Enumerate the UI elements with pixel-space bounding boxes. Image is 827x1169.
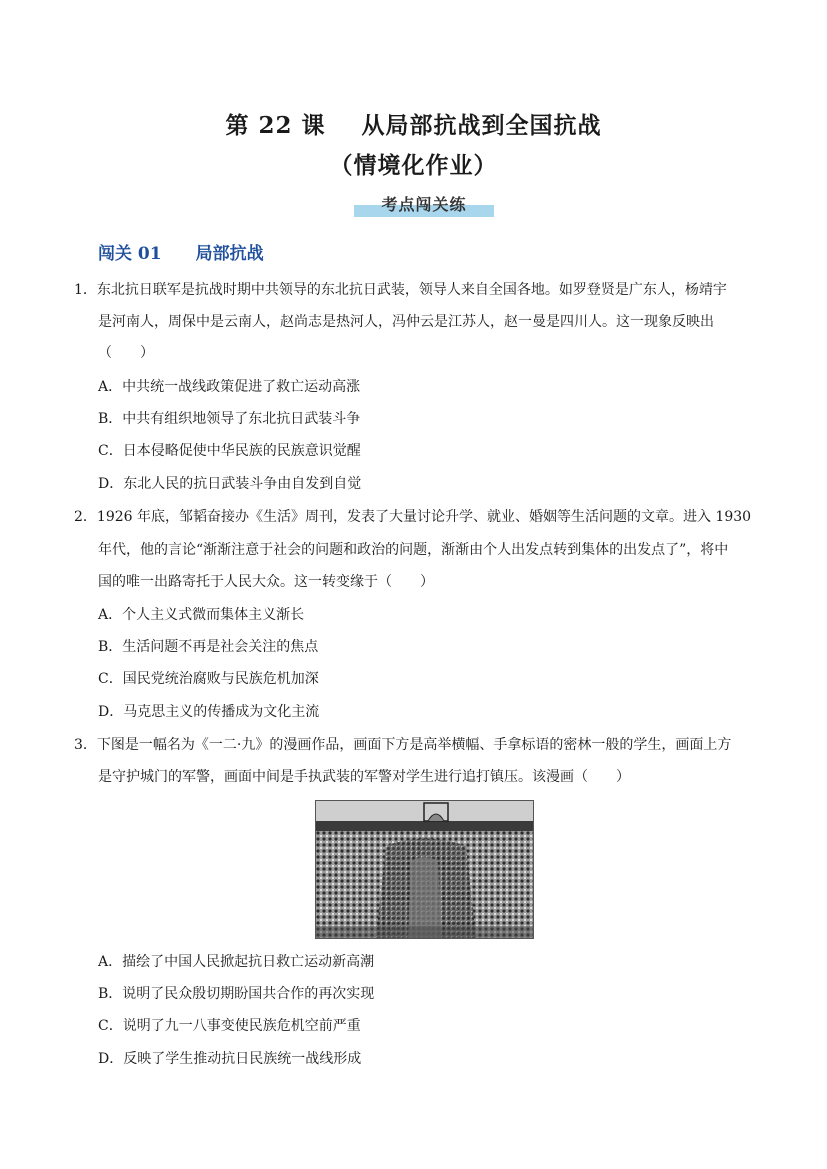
section-badge bbox=[354, 193, 494, 221]
question-2-line-1: 2．1926 年底，邹韬奋接办《生活》周刊，发表了大量讨论升学、就业、婚姻等生活问题的文章。进入 1930 bbox=[74, 509, 752, 525]
question-3-option-d[interactable]: D．反映了学生推动抗日民族统一战线形成 bbox=[98, 1051, 362, 1067]
question-3-option-a[interactable]: A．描绘了中国人民掀起抗日救亡运动新高潮 bbox=[98, 954, 375, 970]
badge-label: 考点闯关练 bbox=[381, 195, 467, 214]
question-2-option-b[interactable]: B．生活问题不再是社会关注的焦点 bbox=[98, 639, 319, 655]
question-3-option-b[interactable]: B．说明了民众殷切期盼国共合作的再次实现 bbox=[98, 986, 375, 1002]
lesson-subtitle: （情境化作业） bbox=[329, 152, 498, 179]
lesson-number: 第 22 课 bbox=[225, 112, 326, 139]
question-2-option-d[interactable]: D．马克思主义的传播成为文化主流 bbox=[98, 704, 320, 720]
question-2-line-2: 年代，他的言论“渐渐注意于社会的问题和政治的问题，渐渐由个人出发点转到集体的出发点了”，将中 bbox=[98, 542, 729, 558]
question-1-line-3: （ ） bbox=[98, 345, 154, 361]
question-1-option-c[interactable]: C．日本侵略促使中华民族的民族意识觉醒 bbox=[98, 443, 361, 459]
question-1-option-b[interactable]: B．中共有组织地领导了东北抗日武装斗争 bbox=[98, 411, 361, 427]
question-3-option-c[interactable]: C．说明了九一八事变使民族危机空前严重 bbox=[98, 1018, 361, 1034]
section-level: 闯关 01 bbox=[98, 244, 162, 264]
question-2-option-c[interactable]: C．国民党统治腐败与民族危机加深 bbox=[98, 671, 319, 687]
section-heading bbox=[98, 239, 264, 264]
question-2-line-3: 国的唯一出路寄托于人民大众。这一转变缘于（ ） bbox=[98, 574, 434, 590]
question-2-option-a[interactable]: A．个人主义式微而集体主义渐长 bbox=[98, 607, 305, 623]
question-1-option-a[interactable]: A．中共统一战线政策促进了救亡运动高涨 bbox=[98, 379, 361, 395]
cartoon-drawing bbox=[316, 801, 533, 938]
question-3-line-2: 是守护城门的军警，画面中间是手执武装的军警对学生进行追打镇压。该漫画（ ） bbox=[98, 769, 630, 785]
section-name: 局部抗战 bbox=[195, 244, 264, 264]
question-1-option-d[interactable]: D．东北人民的抗日武装斗争由自发到自觉 bbox=[98, 476, 362, 492]
cartoon-illustration bbox=[315, 800, 534, 939]
question-3-line-1: 3．下图是一幅名为《一二·九》的漫画作品，画面下方是高举横幅、手拿标语的密林一般的学生，画面上方 bbox=[74, 737, 732, 753]
lesson-title-line bbox=[0, 107, 827, 140]
question-1-line-2: 是河南人，周保中是云南人，赵尚志是热河人，冯仲云是江苏人，赵一曼是四川人。这一现象反映出 bbox=[98, 314, 714, 330]
lesson-title: 从局部抗战到全国抗战 bbox=[361, 112, 602, 139]
question-1-line-1: 1．东北抗日联军是抗战时期中共领导的东北抗日武装，领导人来自全国各地。如罗登贤是广东人，杨靖宇 bbox=[74, 282, 727, 298]
